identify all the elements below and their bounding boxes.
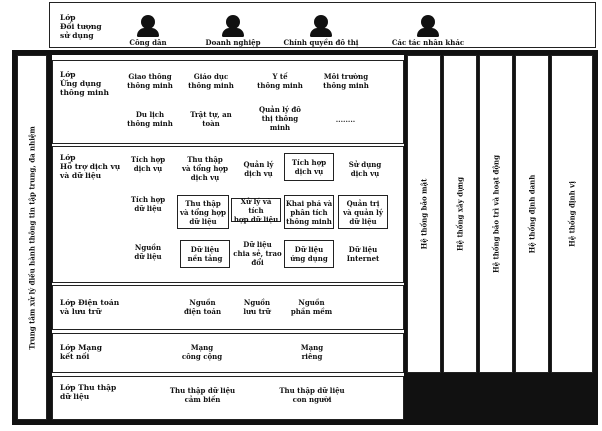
row-label-service: Tích hợp dịch vụ xyxy=(130,155,166,173)
support-item: Dữ liệu chia sẻ, trao đổi xyxy=(233,240,282,267)
app-item: Môi trường thông minh xyxy=(323,72,369,90)
person-icon xyxy=(141,15,155,29)
user-label: Công dân xyxy=(129,38,167,47)
person-icon xyxy=(314,15,328,29)
user-others xyxy=(383,15,473,47)
user-citizen xyxy=(103,15,193,47)
person-icon xyxy=(421,15,435,29)
user-label: Doanh nghiệp xyxy=(205,38,261,47)
person-icon xyxy=(226,15,240,29)
system-maintenance: Hệ thống bảo trì và hoạt động xyxy=(479,55,513,373)
network-item: Mạng riêng xyxy=(300,343,324,361)
data-collect-box: Thu thập và tổng hợp dữ liệu xyxy=(177,195,229,229)
central-processing-column xyxy=(17,55,47,420)
app-item: Trật tự, an toàn xyxy=(190,110,232,128)
compute-item: Nguồn phần mềm xyxy=(290,298,333,316)
support-layer-label: Lớp Hỗ trợ dịch vụ và dữ liệu xyxy=(60,153,121,180)
system-construction: Hệ thống xây dựng xyxy=(443,55,477,373)
user-label: Chính quyền đô thị xyxy=(283,38,359,47)
app-item: Giao thông thông minh xyxy=(127,72,173,90)
data-management-box: Quản trị và quản lý dữ liệu xyxy=(338,195,388,229)
data-process-box: Xử lý và tích hợp dữ liệu xyxy=(231,198,281,222)
data-platform-box: Dữ liệu nền tảng xyxy=(180,240,230,268)
user-business xyxy=(188,15,278,47)
central-processing-label: Trung tâm xử lý điều hành thông tin tập trung, đa nhiệm xyxy=(27,125,37,350)
collect-item: Thu thập dữ liệu cảm biến xyxy=(169,386,236,404)
compute-item: Nguồn lưu trữ xyxy=(243,298,271,316)
system-identity: Hệ thống định danh xyxy=(515,55,549,373)
data-mining-box: Khai phá và phân tích thông minh xyxy=(284,195,334,229)
data-app-box: Dữ liệu ứng dụng xyxy=(284,240,334,268)
collect-layer-label: Lớp Thu thập dữ liệu xyxy=(60,383,117,401)
compute-layer-label: Lớp Điện toán và lưu trữ xyxy=(60,298,120,316)
system-positioning: Hệ thống định vị xyxy=(551,55,593,373)
compute-item: Nguồn điện toán xyxy=(183,298,222,316)
app-item: Y tế thông minh xyxy=(257,72,303,90)
user-government xyxy=(276,15,366,47)
network-layer-label: Lớp Mạng kết nối xyxy=(60,343,102,361)
app-item: Du lịch thông minh xyxy=(127,110,173,128)
app-item: Quản lý đô thị thông minh xyxy=(259,105,301,132)
app-item-ellipsis: ........ xyxy=(335,115,356,124)
network-item: Mạng công cộng xyxy=(181,343,223,361)
app-layer-label: Lớp Ứng dụng thông minh xyxy=(60,70,109,97)
row-label-data: Tích hợp dữ liệu xyxy=(130,195,166,213)
system-security: Hệ thống bảo mật xyxy=(407,55,441,373)
support-item: Quản lý dịch vụ xyxy=(243,160,274,178)
app-item: Giáo dục thông minh xyxy=(188,72,234,90)
collect-item: Thu thập dữ liệu con người xyxy=(279,386,345,404)
service-integration-box: Tích hợp dịch vụ xyxy=(284,153,334,181)
support-item: Dữ liệu Internet xyxy=(346,245,380,263)
user-label: Các tác nhân khác xyxy=(391,38,465,47)
user-layer-label: Lớp Đối tượng sử dụng xyxy=(60,13,102,40)
support-item: Thu thập và tổng hợp dịch vụ xyxy=(181,155,229,182)
row-label-source: Nguồn dữ liệu xyxy=(134,243,162,261)
support-item: Sử dụng dịch vụ xyxy=(348,160,382,178)
